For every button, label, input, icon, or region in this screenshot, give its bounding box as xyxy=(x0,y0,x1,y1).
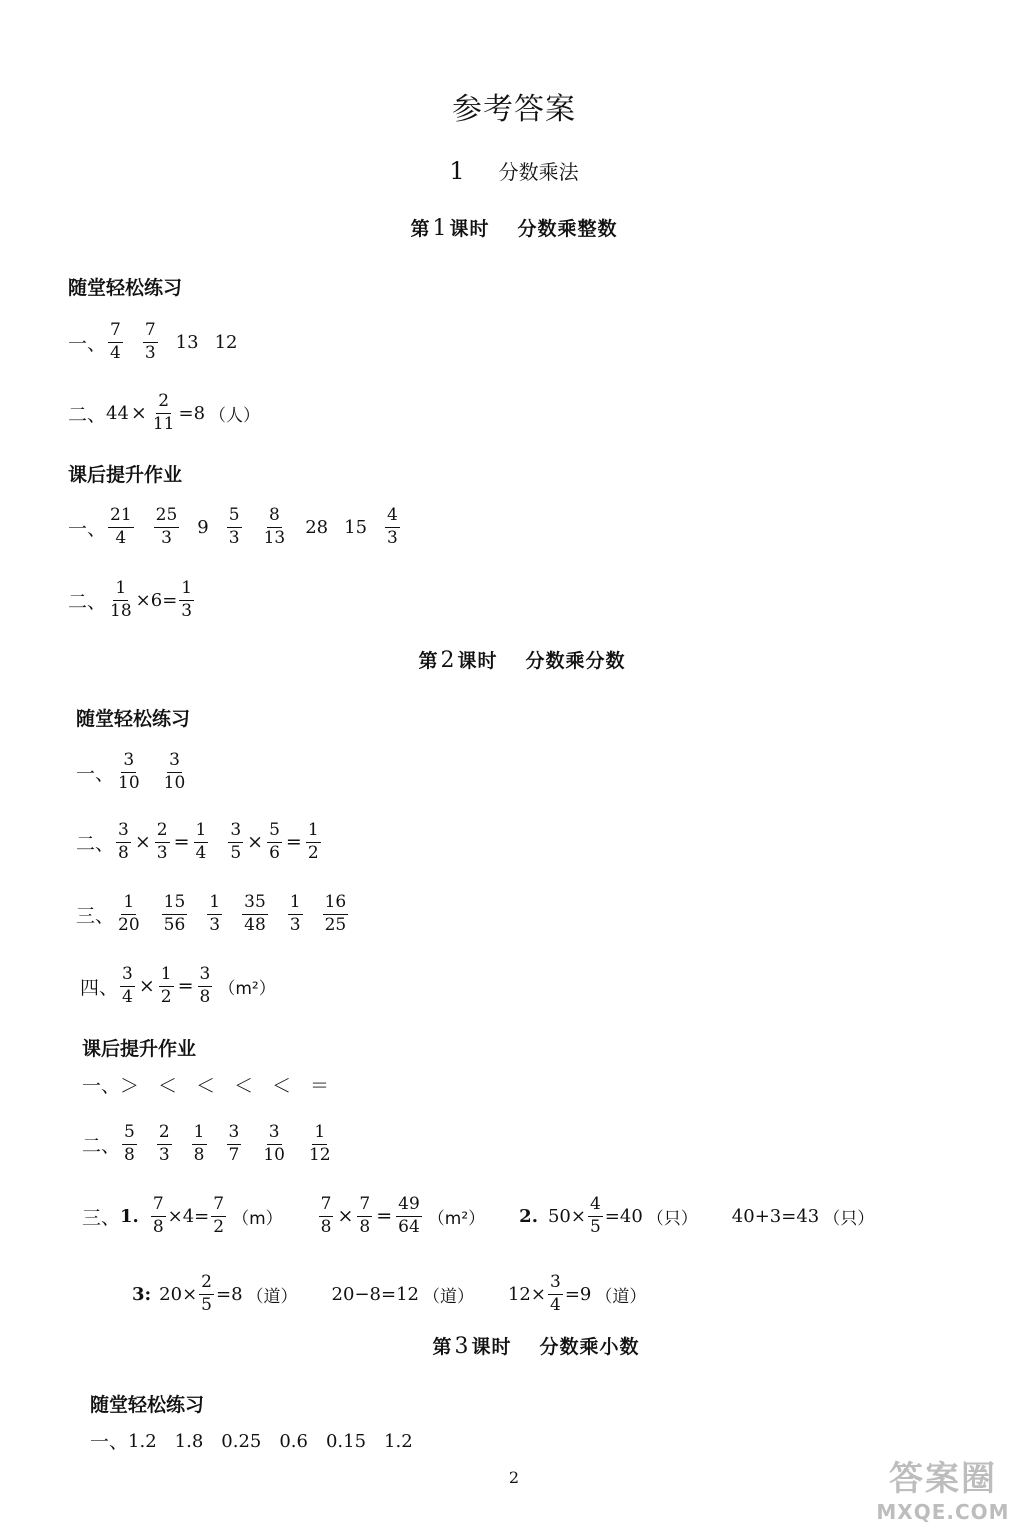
l2-practice-q1 xyxy=(76,742,189,802)
sub-question-number: 1. xyxy=(120,1205,139,1227)
unit: （道） xyxy=(246,1286,298,1307)
lesson-number: 1 xyxy=(432,216,448,241)
fraction: $\frac{5}{6}$ xyxy=(269,819,280,863)
result: =8 xyxy=(216,1283,243,1305)
fraction: $\frac{7}{4}$ xyxy=(110,319,121,363)
result: =40 xyxy=(604,1205,643,1227)
lesson-prefix: 第 xyxy=(418,650,439,672)
answer-values: 1.2 1.8 0.25 0.6 0.15 1.2 xyxy=(128,1431,413,1452)
section-homework-1: 课后提升作业 xyxy=(68,464,183,486)
fraction: $\frac{4}{3}$ xyxy=(387,504,398,548)
fraction: $\frac{5}{8}$ xyxy=(124,1121,135,1165)
sub-question-number: 2. xyxy=(519,1205,538,1227)
watermark-url: MXQE.COM xyxy=(876,1500,1010,1524)
fraction: $\frac{3}{10}$ xyxy=(263,1121,285,1165)
l1-homework-q2 xyxy=(68,570,196,630)
lesson-name: 分数乘小数 xyxy=(539,1336,640,1358)
lesson-1-heading xyxy=(0,214,1028,241)
fraction: $\frac{1}{3}$ xyxy=(209,891,221,935)
expression: 40+3=43 xyxy=(731,1205,820,1227)
l1-practice-q2: 二、 44 × $\frac{2}{11}$ =8 （人） xyxy=(68,390,261,434)
l2-homework-q2 xyxy=(82,1114,335,1174)
section-practice-3: 随堂轻松练习 xyxy=(90,1394,205,1416)
expression: 20−8=12 xyxy=(331,1283,419,1305)
fraction: $\frac{3}{10}$ xyxy=(118,749,140,793)
watermark-logo xyxy=(868,1458,1018,1528)
fraction: $\frac{7}{8}$ xyxy=(359,1193,371,1237)
expression: 50× xyxy=(547,1205,586,1227)
fraction: $\frac{7}{8}$ xyxy=(320,1193,332,1237)
l3-practice-q1 xyxy=(90,1410,413,1470)
fraction: $\frac{1}{20}$ xyxy=(118,891,140,935)
answer-value: 13 xyxy=(175,331,199,353)
fraction: $\frac{3}{7}$ xyxy=(228,1121,240,1165)
chapter-heading xyxy=(0,156,1028,185)
fraction: $\frac{1}{2}$ xyxy=(160,963,172,1007)
watermark-text: 答案圈 xyxy=(889,1459,997,1499)
unit: （m²） xyxy=(427,1208,486,1229)
unit: （只） xyxy=(646,1208,698,1229)
fraction: $\frac{3}{4}$ xyxy=(122,963,133,1007)
fraction: $\frac{3}{4}$ xyxy=(549,1271,561,1315)
question-label: 三、 xyxy=(76,904,115,927)
fraction: $\frac{1}{3}$ xyxy=(289,891,301,935)
l2-homework-q3-part3 xyxy=(132,1264,646,1324)
l2-practice-q2: 二、 $\frac{3}{8}$ × $\frac{2}{3}$ = $\frac{1}{4}$ $\frac{3}{5}$ × $\frac{5}{6}$ = $\frac{1}{2}$ xyxy=(76,819,319,863)
fraction: $\frac{3}{10}$ xyxy=(163,749,186,793)
result: =8 xyxy=(178,402,206,424)
lesson-name: 分数乘分数 xyxy=(525,650,626,672)
lesson-number: 3 xyxy=(454,1334,470,1359)
unit: （m²） xyxy=(218,978,276,999)
l1-practice-q1 xyxy=(68,312,237,372)
fraction: $\frac{21}{4}$ xyxy=(110,504,132,548)
fraction: $\frac{1}{12}$ xyxy=(308,1121,331,1165)
question-label: 一、 xyxy=(76,762,115,785)
question-label: 二、 xyxy=(76,832,115,855)
fraction: $\frac{4}{5}$ xyxy=(589,1193,601,1237)
fraction: $\frac{16}{25}$ xyxy=(324,891,347,935)
lesson-number: 2 xyxy=(440,648,456,673)
fraction: $\frac{2}{5}$ xyxy=(201,1271,212,1315)
lesson-prefix: 第 xyxy=(432,1336,453,1358)
expression: 20× xyxy=(159,1283,198,1305)
question-label: 四、 xyxy=(80,976,119,999)
question-label: 一、 xyxy=(68,332,107,355)
fraction: $\frac{1}{3}$ xyxy=(181,577,193,621)
l2-practice-q3 xyxy=(76,884,350,944)
fraction: $\frac{1}{4}$ xyxy=(195,819,207,863)
unit: （m） xyxy=(232,1208,283,1229)
unit: （道） xyxy=(595,1286,647,1307)
fraction: $\frac{8}{13}$ xyxy=(263,504,286,548)
l2-practice-q4: 四、 $\frac{3}{4}$ × $\frac{1}{2}$ = $\frac{3}{8}$ （m²） xyxy=(80,963,276,1007)
answer-value: 12 xyxy=(214,331,238,353)
question-label: 二、 xyxy=(68,403,107,426)
lesson-suffix: 课时 xyxy=(457,650,498,672)
answer-value: 9 xyxy=(197,516,209,538)
lesson-prefix: 第 xyxy=(410,218,431,240)
fraction: $\frac{2}{3}$ xyxy=(156,819,168,863)
fraction: $\frac{7}{8}$ xyxy=(152,1193,164,1237)
unit: （只） xyxy=(823,1208,875,1229)
fraction: $\frac{49}{64}$ xyxy=(398,1193,420,1237)
section-homework-2: 课后提升作业 xyxy=(82,1038,197,1060)
section-practice-2: 随堂轻松练习 xyxy=(76,708,191,730)
lesson-3-heading xyxy=(22,1332,1028,1359)
fraction: $\frac{2}{3}$ xyxy=(158,1121,170,1165)
unit: （人） xyxy=(209,405,261,426)
page-number: 2 xyxy=(508,1468,520,1487)
question-label: 一、 xyxy=(68,517,107,540)
fraction: $\frac{15}{56}$ xyxy=(163,891,186,935)
lesson-name: 分数乘整数 xyxy=(517,218,618,240)
operand: 44 xyxy=(106,402,129,424)
page-title: 参考答案 xyxy=(452,92,576,127)
chapter-number: 1 xyxy=(449,157,465,185)
l2-homework-q3: 三、 1. $\frac{7}{8}$ ×4= $\frac{7}{2}$ （m） $\frac{7}{8}$ × $\frac{7}{8}$ = $\frac{49}{64}$ （m²） 2. 50× $\frac{4}{5}$ =40 （只） 40+3=43 （只） xyxy=(82,1193,875,1237)
fraction: $\frac{2}{11}$ xyxy=(152,390,175,434)
fraction: $\frac{1}{18}$ xyxy=(110,577,132,621)
comparison-answers: ＞ ＜ ＜ ＜ ＜ ＝ xyxy=(120,1074,330,1097)
question-label: 一、 xyxy=(82,1074,121,1097)
question-label: 三、 xyxy=(82,1206,121,1229)
fraction: $\frac{7}{2}$ xyxy=(213,1193,225,1237)
question-label: 二、 xyxy=(82,1134,121,1157)
section-practice-1: 随堂轻松练习 xyxy=(68,277,183,299)
fraction: $\frac{1}{2}$ xyxy=(307,819,319,863)
result: =9 xyxy=(564,1283,592,1305)
fraction: $\frac{3}{8}$ xyxy=(118,819,129,863)
unit: （道） xyxy=(422,1286,474,1307)
lesson-suffix: 课时 xyxy=(471,1336,512,1358)
fraction: $\frac{5}{3}$ xyxy=(228,504,240,548)
l2-homework-q1 xyxy=(82,1054,329,1114)
answer-value: 28 xyxy=(305,516,329,538)
fraction: $\frac{1}{8}$ xyxy=(193,1121,205,1165)
operator-text: ×6= xyxy=(135,589,178,611)
fraction: $\frac{3}{8}$ xyxy=(199,963,211,1007)
fraction: $\frac{35}{48}$ xyxy=(244,891,266,935)
fraction: $\frac{3}{5}$ xyxy=(230,819,242,863)
lesson-suffix: 课时 xyxy=(449,218,490,240)
l1-homework-q1 xyxy=(68,497,402,557)
lesson-2-heading xyxy=(8,646,1028,673)
fraction: $\frac{7}{3}$ xyxy=(144,319,156,363)
chapter-name: 分数乘法 xyxy=(498,160,579,184)
question-label: 一、 xyxy=(90,1430,129,1453)
question-label: 二、 xyxy=(68,590,107,613)
fraction: $\frac{25}{3}$ xyxy=(155,504,178,548)
operator-text: ×4= xyxy=(167,1205,210,1227)
sub-question-number: 3: xyxy=(132,1283,152,1305)
expression: 12× xyxy=(507,1283,546,1305)
answer-value: 15 xyxy=(344,516,368,538)
